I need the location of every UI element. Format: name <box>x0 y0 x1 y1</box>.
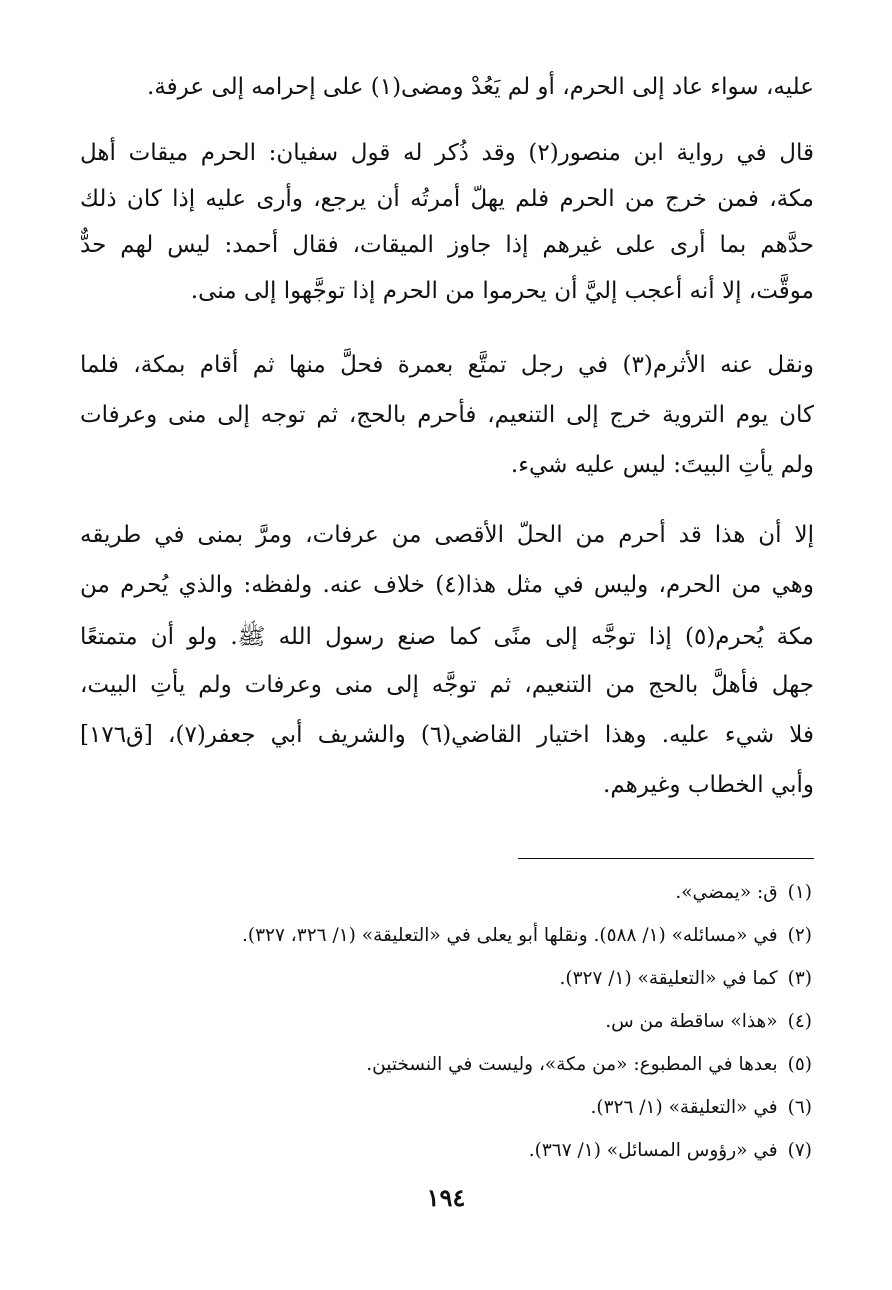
text-line: حدَّهم بما أرى على غيرهم إذا جاوز الميقات، فقال أحمد: ليس لهم حدٌّ <box>80 232 814 258</box>
paragraph-4 <box>80 522 814 822</box>
text-line: ولم يأتِ البيتَ: ليس عليه شيء. <box>510 452 814 478</box>
text-line: فلا شيء عليه. وهذا اختيار القاضي(٦) والشريف أبي جعفر(٧)، [ق١٧٦] <box>80 722 815 748</box>
text-line: وأبي الخطاب وغيرهم. <box>603 772 814 798</box>
footnote-separator <box>518 858 814 859</box>
footnote-number: (٢) <box>787 925 812 946</box>
footnote-2 <box>242 925 812 946</box>
page-number: ١٩٤ <box>426 1183 466 1212</box>
footnote-1 <box>675 882 812 903</box>
text-line: عليه، سواء عاد إلى الحرم، أو لم يَعُدْ ومضى(١) على إحرامه إلى عرفة. <box>147 74 814 100</box>
footnote-4 <box>605 1011 812 1032</box>
paragraph-3 <box>80 352 814 492</box>
text-line: موقَّت، إلا أنه أعجب إليَّ أن يحرموا من الحرم إذا توجَّهوا إلى منى. <box>190 278 814 304</box>
footnote-5 <box>366 1054 812 1075</box>
footnote-number: (٥) <box>787 1054 812 1075</box>
footnote-text: ق: «يمضي». <box>675 882 778 903</box>
text-line: كان يوم التروية خرج إلى التنعيم، فأحرم بالحج، ثم توجه إلى منى وعرفات <box>80 402 814 428</box>
text-line: إلا أن هذا قد أحرم من الحلّ الأقصى من عرفات، ومرَّ بمنى في طريقه <box>80 522 814 548</box>
text-line: جهل فأهلَّ بالحج من التنعيم، ثم توجَّه إلى منى وعرفات ولم يأتِ البيت، <box>80 672 814 698</box>
footnote-3 <box>559 968 812 989</box>
paragraph-2 <box>80 140 814 330</box>
footnote-6 <box>590 1097 812 1118</box>
footnote-number: (٤) <box>787 1011 812 1032</box>
footnote-text: بعدها في المطبوع: «من مكة»، وليست في النسختين. <box>366 1054 778 1075</box>
footnote-number: (٣) <box>787 968 812 989</box>
text-line: ونقل عنه الأثرم(٣) في رجل تمتَّع بعمرة فحلَّ منها ثم أقام بمكة، فلما <box>80 352 814 378</box>
text-line: مكة يُحرم(٥) إذا توجَّه إلى منًى كما صنع رسول الله ﷺ. ولو أن متمتعًا <box>80 624 814 650</box>
paragraph-1 <box>80 74 814 114</box>
footnote-7 <box>529 1140 812 1161</box>
text-line: وهي من الحرم، وليس في مثل هذا(٤) خلاف عنه. ولفظه: والذي يُحرم من <box>80 572 814 598</box>
footnote-number: (١) <box>787 882 812 903</box>
footnote-number: (٦) <box>787 1097 812 1118</box>
text-line: قال في رواية ابن منصور(٢) وقد ذُكر له قول سفيان: الحرم ميقات أهل <box>80 140 814 166</box>
footnote-text: «هذا» ساقطة من س. <box>605 1011 778 1032</box>
footnote-text: في «رؤوس المسائل» (١/ ٣٦٧). <box>528 1140 778 1161</box>
text-line: مكة، فمن خرج من الحرم فلم يهلّ أمرتُه أن يرجع، وأرى عليه إذا كان ذلك <box>80 186 814 212</box>
footnote-number: (٧) <box>787 1140 812 1161</box>
footnote-text: في «التعليقة» (١/ ٣٢٦). <box>590 1097 778 1118</box>
footnote-text: في «مسائله» (١/ ٥٨٨). ونقلها أبو يعلى في «التعليقة» (١/ ٣٢٦، ٣٢٧). <box>242 925 778 946</box>
footnote-text: كما في «التعليقة» (١/ ٣٢٧). <box>559 968 778 989</box>
